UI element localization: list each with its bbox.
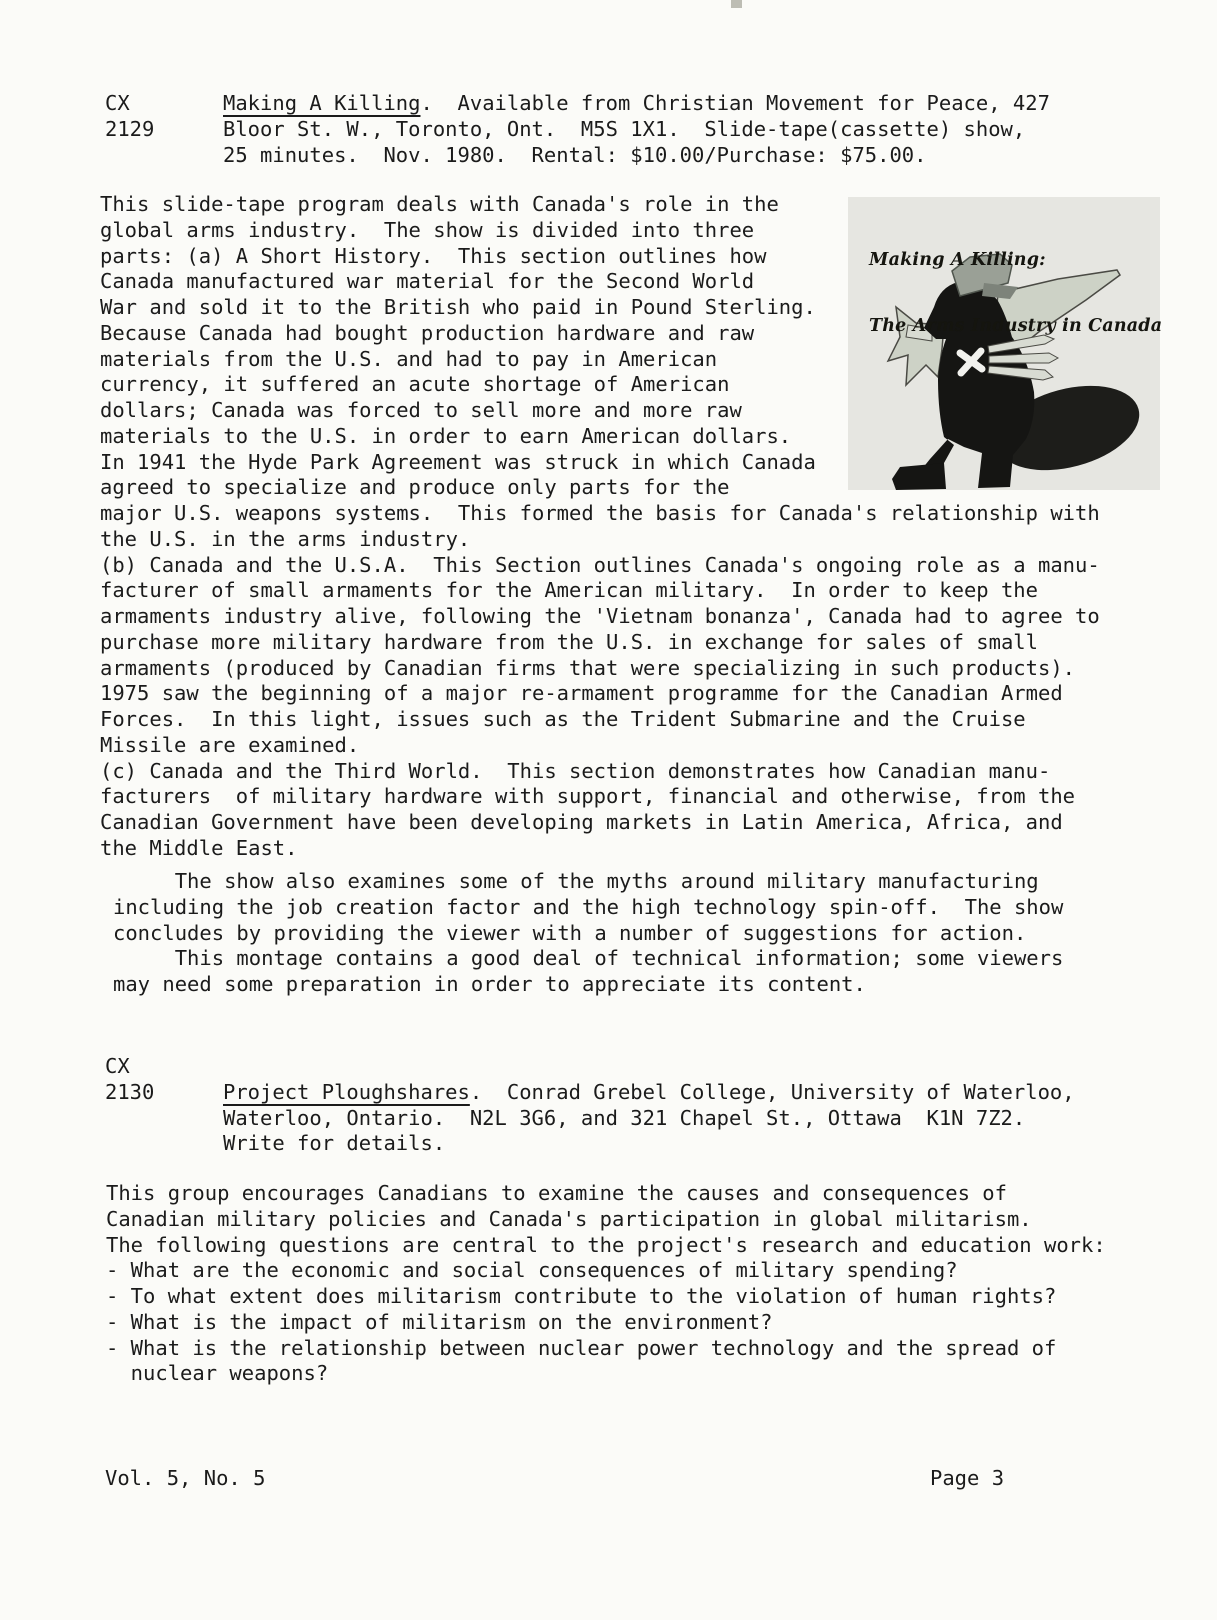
scan-artifact [731, 0, 742, 8]
text-line: materials to the U.S. in order to earn American dollars. [100, 423, 792, 448]
text-line: agreed to specialize and produce only parts for the [100, 475, 730, 500]
text-line: parts: (a) A Short History. This section outlines how [100, 243, 767, 268]
entry-details-line: Write for details. [223, 1131, 446, 1156]
text-line: In 1941 the Hyde Park Agreement was struck in which Canada [100, 449, 816, 474]
text-line: War and sold it to the British who paid in Pound Sterling. [100, 295, 816, 319]
page-number: Page 3 [930, 1466, 1005, 1490]
text-line: (c) Canada and the Third World. This section demonstrates how Canadian manu- [100, 758, 1051, 783]
text-line: the U.S. in the arms industry. [100, 526, 471, 551]
text-line: The following questions are central to the project's research and education work: [106, 1232, 1106, 1257]
entry-code-prefix: CX [105, 1054, 130, 1078]
text-line: - What is the relationship between nuclear power technology and the spread of [106, 1335, 1057, 1360]
text-line: This montage contains a good deal of technical information; some viewers [113, 946, 1064, 971]
text-line: major U.S. weapons systems. This formed the basis for Canada's relationship with [100, 501, 1100, 525]
text-line: global arms industry. The show is divided into three [100, 217, 755, 242]
text-line: This group encourages Canadians to examine the causes and consequences of [106, 1181, 1007, 1205]
entry-code [105, 91, 154, 143]
entry-address-line: Waterloo, Ontario. N2L 3G6, and 321 Chapel St., Ottawa K1N 7Z2. [223, 1105, 1026, 1130]
figure-caption-line1: Making A Killing: [869, 250, 1046, 270]
volume-label: Vol. 5, No. 5 [105, 1466, 266, 1490]
text-line: Missile are examined. [100, 732, 360, 757]
entry-title-underlined: Making A Killing [223, 91, 421, 115]
text-line: This slide-tape program deals with Canada's role in the [100, 192, 779, 216]
text-line: materials from the U.S. and had to pay in American [100, 346, 718, 371]
entry-text [223, 1080, 1143, 1157]
text-line: purchase more military hardware from the U.S. in exchange for sales of small [100, 629, 1038, 654]
catalog-entry-cx2129 [105, 91, 1050, 167]
text-line: dollars; Canada was forced to sell more and more raw [100, 398, 742, 422]
text-line: may need some preparation in order to appreciate its content. [113, 972, 866, 996]
catalog-entry-cx2130 [105, 1054, 1075, 1156]
text-line: - What is the impact of militarism on the environment? [106, 1309, 773, 1334]
entry-details-line: 25 minutes. Nov. 1980. Rental: $10.00/Purchase: $75.00. [223, 142, 927, 167]
text-line: - To what extent does militarism contribute to the violation of human rights? [106, 1284, 1057, 1308]
entry-text [223, 91, 1143, 168]
paragraph-cx2130-description [106, 1181, 1106, 1387]
entry-code-prefix: CX [105, 91, 130, 115]
entry-title-underlined: Project Ploughshares [223, 1079, 470, 1104]
text-line: facturer of small armaments for the American military. In order to keep the [100, 578, 1038, 603]
text-line: facturers of military hardware with support, financial and otherwise, from the [100, 784, 1076, 809]
text-line: Canadian military policies and Canada's participation in global militarism. [106, 1206, 1032, 1231]
entry-code-number: 2130 [105, 1079, 155, 1104]
paragraph-cx2129-commentary [113, 869, 1063, 998]
paragraph-cx2129-description [100, 192, 1100, 862]
text-line: The show also examines some of the myths around military manufacturing [113, 869, 1039, 893]
text-line: nuclear weapons? [106, 1361, 329, 1386]
text-line: armaments industry alive, following the 'Vietnam bonanza', Canada had to agree to [100, 604, 1100, 628]
text-line: Canada manufactured war material for the Second World [100, 269, 755, 294]
entry-heading-rest: . Conrad Grebel College, University of Waterloo, [469, 1079, 1075, 1104]
entry-code-number: 2129 [105, 116, 155, 141]
text-line: the Middle East. [100, 835, 298, 860]
text-line: (b) Canada and the U.S.A. This Section outlines Canada's ongoing role as a manu- [100, 552, 1100, 577]
text-line: Because Canada had bought production hardware and raw [100, 320, 755, 345]
entry-heading-line [223, 1080, 1143, 1106]
figure-caption-line2: The Arms Industry in Canada [869, 316, 1163, 336]
text-line: currency, it suffered an acute shortage of American [100, 372, 730, 397]
entry-code [105, 1054, 154, 1106]
entry-heading-rest: . Available from Christian Movement for Peace, 427 [420, 91, 1050, 115]
text-line: Canadian Government have been developing markets in Latin America, Africa, and [100, 810, 1063, 834]
text-line: Forces. In this light, issues such as the Trident Submarine and the Cruise [100, 707, 1026, 731]
text-line: concludes by providing the viewer with a number of suggestions for action. [113, 920, 1027, 945]
entry-address-line: Bloor St. W., Toronto, Ont. M5S 1X1. Slide-tape(cassette) show, [223, 116, 1026, 141]
text-line: including the job creation factor and the high technology spin-off. The show [113, 894, 1064, 919]
text-line: 1975 saw the beginning of a major re-armament programme for the Canadian Armed [100, 681, 1063, 706]
text-line: - What are the economic and social consequences of military spending? [106, 1258, 958, 1283]
entry-heading-line [223, 91, 1143, 117]
text-line: armaments (produced by Canadian firms that were specializing in such products). [100, 655, 1076, 680]
